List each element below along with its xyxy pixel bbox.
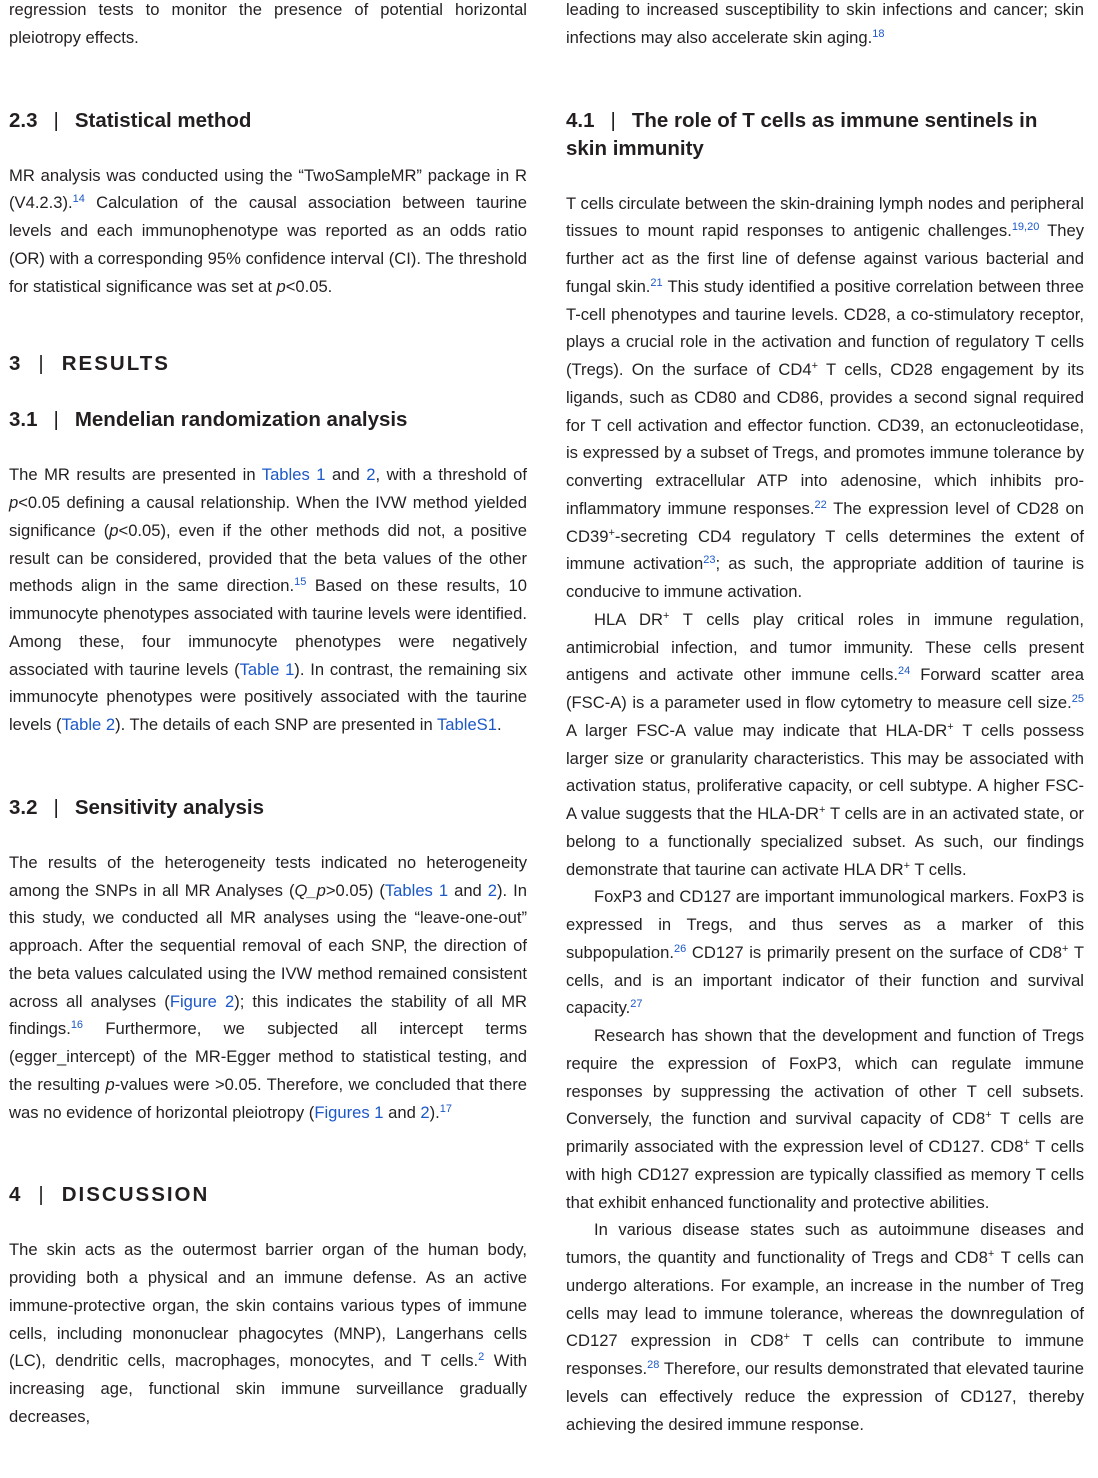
citation-link[interactable]: 25 [1071,693,1084,705]
intro-paragraph: leading to increased susceptibility to skin infections and cancer; skin infections may also accelerate skin aging.$^{18}$ [566,0,1084,47]
section-heading-4: 4 | DISCUSSION [9,1183,210,1207]
section-heading-3-2: 3.2 | Sensitivity analysis [9,795,264,819]
citation-link[interactable]: 22 [814,498,827,511]
citation-link[interactable]: 2 [478,1351,485,1364]
citation-link[interactable]: 28 [647,1359,660,1371]
citation-link[interactable]: 16 [70,1019,84,1032]
intro-paragraph: regression tests to monitor the presence of potential horizontal pleiotropy effects. [9,0,527,47]
statistical-method-paragraph: MR analysis was conducted using the “TwoSampleMR” package in R (V4.2.3).$^{14}$ Calculation of the causal association between taurine levels and each immunophenotype was reported as an odds ratio (OR) with a corresponding 95% confidence interval (CI). The threshold for statistical significance was set at p<0.05. [9,165,527,296]
table-link[interactable]: Tables 1 [384,880,449,900]
section-number: 4.1 [566,108,595,132]
table-link[interactable]: Table 2 [61,715,116,734]
citation-link[interactable]: 19,20 [1011,221,1040,234]
right-column [566,0,1084,1438]
sensitivity-paragraph: The results of the heterogeneity tests indicated no heterogeneity among the SNPs in all MR Analyses (Q_p>0.05) (Tables 1 and 2). In this study, we conducted all MR analyses using the “leave-one-out” approach. After the sequential removal of each SNP, the direction of the beta values calculated using the IVW method remained consistent across all analyses (Figure 2); this indicates the stability of all MR findings.$^{16}$ Furthermore, we subjected all intercept terms (egger_intercept) of the MR-Egger method to statistical testing, and the resulting p-values were >0.05. Therefore, we concluded that there was no evidence of horizontal pleiotropy (Figures 1 and 2).$^{17}$ [9,852,528,1122]
citation-link[interactable]: 23 [703,554,716,567]
section-title: Mendelian randomization analysis [74,408,408,432]
hla-dr-paragraph: HLA DR+ T cells play critical roles in immune regulation, antimicrobial infection, and tumor immunity. These cells present antigens and activate other immune cells.$^{24}$ Forward scatter area (FSC-A) is a parameter used in flow cytometry to measure cell size.$^{25}$ A larger FSC-A value may indicate that HLA-DR+ T cells possess larger size or granularity characteristics. This may be associated with activation status, proliferative capacity, or cell subtype. A higher FSC-A value suggests that the HLA-DR+ T cells are in an activated state, or belong to a functionally specialized subset. As such, our findings demonstrate that taurine can activate HLA DR+ T cells. [566,609,1085,879]
section-heading-2-3: 2.3 | Statistical method [9,108,252,132]
t-cells-paragraph: T cells circulate between the skin-draining lymph nodes and peripheral tissues to mount rapid responses to antigenic challenges.$^{19,20}$ They further act as the first line of defense against various bacterial and fungal skin.$^{21}$ This study identified a positive correlation between three T-cell phenotypes and taurine levels. CD28, a co-stimulatory receptor, plays a crucial role in the activation and function of regulatory T cells (Tregs). On the surface of CD4+ T cells, CD28 engagement by its ligands, such as CD80 and CD86, provides a second signal required for T cell activation and effector function. CD39, an ectonucleotidase, is expressed by a subset of Tregs, and promotes immune tolerance by converting extracellular ATP into adenosine, which inhibits pro-inflammatory immune responses.$^{22}$ The expression level of CD28 on CD39+-secreting CD4 regulatory T cells determines the extent of immune activation$^{23}$; as such, the appropriate addition of taurine is conducive to immune activation. [566,193,1085,601]
citation-link[interactable]: 18 [872,27,885,40]
citation-link[interactable]: 14 [72,193,85,206]
section-title: The role of T cells as immune sentinels in skin immunity [566,108,1038,160]
foxp3-paragraph: FoxP3 and CD127 are important immunological markers. FoxP3 is expressed in Tregs, and thus serves as a marker of this subpopulation.$^{26}$ CD127 is primarily present on the surface of CD8+ T cells, and is an important indicator of their function and survival capacity.$^{27}$ [566,887,1085,1018]
section-number: 3.1 [9,408,38,432]
tregs-paragraph: Research has shown that the development and function of Tregs require the expression of FoxP3, which can regulate immune responses by suppressing the activation of other T cell subsets. Conversely, the function and survival capacity of CD8+ T cells are primarily associated with the expression level of CD127. CD8+ T cells with high CD127 expression are typically classified as memory T cells that exhibit enhanced functionality and protective abilities. [566,1026,1085,1212]
section-number: 2.3 [9,108,38,132]
figure-link[interactable]: Figure 2 [169,991,235,1011]
left-column [9,0,527,1431]
supplementary-table-link[interactable]: TableS1 [437,715,497,734]
section-title: DISCUSSION [61,1183,210,1207]
section-title: RESULTS [61,352,170,376]
citation-link[interactable]: 27 [630,998,643,1011]
disease-states-paragraph: In various disease states such as autoimmune diseases and tumors, the quantity and functionality of Tregs and CD8+ T cells can undergo alterations. For example, an increase in the number of Treg cells may lead to immune tolerance, whereas the downregulation of CD127 expression in CD8+ T cells can contribute to immune responses.$^{28}$ Therefore, our results demonstrated that elevated taurine levels can effectively reduce the expression of CD127, thereby achieving the desired immune response. [566,1220,1084,1434]
section-heading-3: 3 | RESULTS [9,352,170,376]
section-title: Statistical method [74,108,252,132]
section-heading-3-1: 3.1 | Mendelian randomization analysis [9,408,408,432]
table-link[interactable]: 2 [487,880,498,900]
section-heading-4-1: 4.1 | The role of T cells as immune sentinels in skin immunity [566,108,1038,160]
citation-link[interactable]: 24 [898,665,911,678]
figure-link[interactable]: 2 [420,1102,430,1122]
table-link[interactable]: 2 [366,465,376,485]
mr-analysis-paragraph: The MR results are presented in Tables 1 and 2, with a threshold of p<0.05 defining a causal relationship. When the IVW method yielded significance (p<0.05), even if the other methods did not, a positive result can be considered, provided that the beta values of the other methods align in the same direction.$^{15}$ Based on these results, 10 immunocyte phenotypes associated with taurine levels were identified. Among these, four immunocyte phenotypes were negatively associated with taurine levels (Table 1). In contrast, the remaining six immunocyte phenotypes were positively associated with the taurine levels (Table 2). The details of each SNP are presented in TableS1. [9,465,527,734]
figure-link[interactable]: Figures 1 [314,1102,384,1122]
discussion-paragraph: The skin acts as the outermost barrier organ of the human body, providing both a physical and an immune defense. As an active immune-protective organ, the skin contains various types of immune cells, including mononuclear phagocytes (MNP), Langerhans cells (LC), dendritic cells, macrophages, monocytes, and T cells.$^2$ With increasing age, functional skin immune surveillance gradually decreases, [9,1240,527,1426]
section-number: 4 [9,1183,23,1207]
table-link[interactable]: Tables 1 [261,465,326,485]
citation-link[interactable]: 26 [673,942,687,955]
section-number: 3.2 [9,795,38,819]
citation-link[interactable]: 15 [294,576,307,589]
section-number: 3 [9,352,23,376]
section-title: Sensitivity analysis [74,795,264,819]
citation-link[interactable]: 17 [439,1102,453,1115]
citation-link[interactable]: 21 [650,276,663,289]
table-link[interactable]: Table 1 [239,659,295,679]
